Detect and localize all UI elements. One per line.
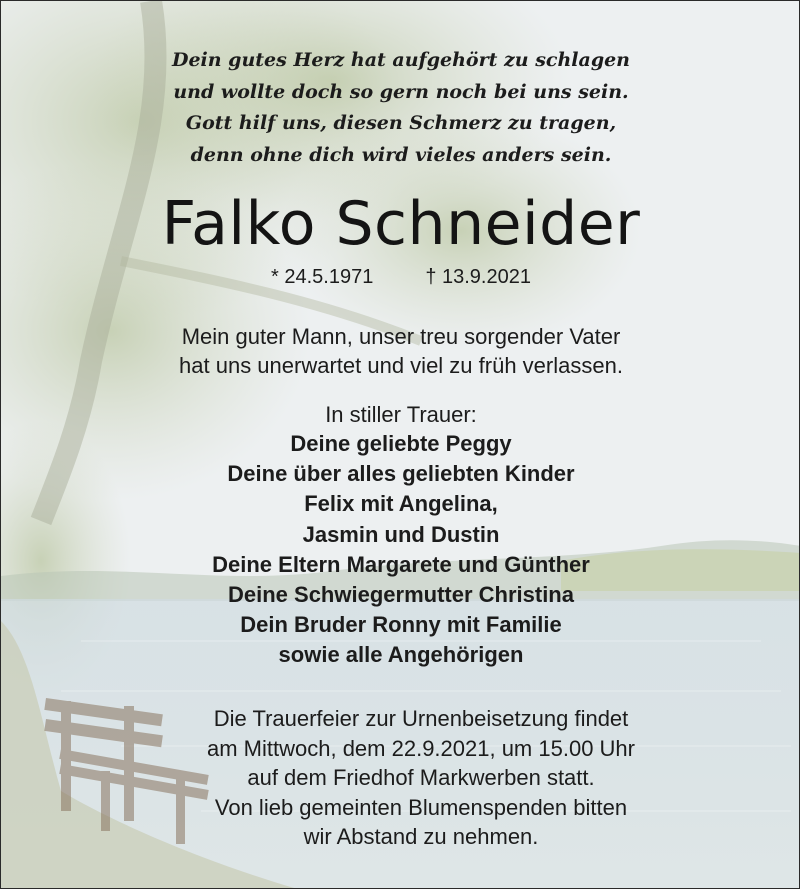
mourner-entry: Dein Bruder Ronny mit Familie <box>240 612 562 638</box>
service-line: am Mittwoch, dem 22.9.2021, um 15.00 Uhr <box>207 735 635 761</box>
deceased-name: Falko Schneider <box>161 189 641 259</box>
service-line: auf dem Friedhof Markwerben statt. <box>247 765 595 790</box>
memorial-verse <box>1 45 800 171</box>
service-line: Von lieb gemeinten Blumenspenden bitten <box>214 794 628 820</box>
verse-line: denn ohne dich wird vieles anders sein. <box>190 143 612 166</box>
mourner-entry: Deine über alles geliebten Kinder <box>227 461 575 487</box>
mourner-entry: Deine Eltern Margarete und Günther <box>212 551 590 577</box>
mourner-entry: Deine Schwiegermutter Christina <box>228 582 574 608</box>
verse-line: Dein gutes Herz hat aufgehört zu schlagen <box>171 49 631 71</box>
mourner-entry: Deine geliebte Peggy <box>290 431 512 456</box>
life-dates <box>1 263 800 291</box>
mourners-label: In stiller Trauer: <box>325 402 477 427</box>
verse-line: Gott hilf uns, diesen Schmerz zu tragen, <box>185 112 617 134</box>
mourner-entry: Felix mit Angelina, <box>304 491 498 517</box>
intro-text <box>1 322 800 380</box>
verse-line: und wollte doch so gern noch bei uns sein. <box>173 80 629 103</box>
mourner-entry: sowie alle Angehörigen <box>278 642 524 668</box>
service-line: Die Trauerfeier zur Urnenbeisetzung findet <box>213 706 629 731</box>
mourners-list <box>1 429 800 671</box>
funeral-service-info <box>21 704 800 852</box>
intro-line: Mein guter Mann, unser treu sorgender Vater <box>181 324 621 349</box>
mourner-entry: Jasmin und Dustin <box>302 521 500 547</box>
death-date: † 13.9.2021 <box>425 266 531 288</box>
obituary-text <box>1 1 800 889</box>
service-line: wir Abstand zu nehmen. <box>303 824 539 849</box>
intro-line: hat uns unerwartet und viel zu früh verlassen. <box>179 353 623 378</box>
birth-date: * 24.5.1971 <box>271 266 374 288</box>
